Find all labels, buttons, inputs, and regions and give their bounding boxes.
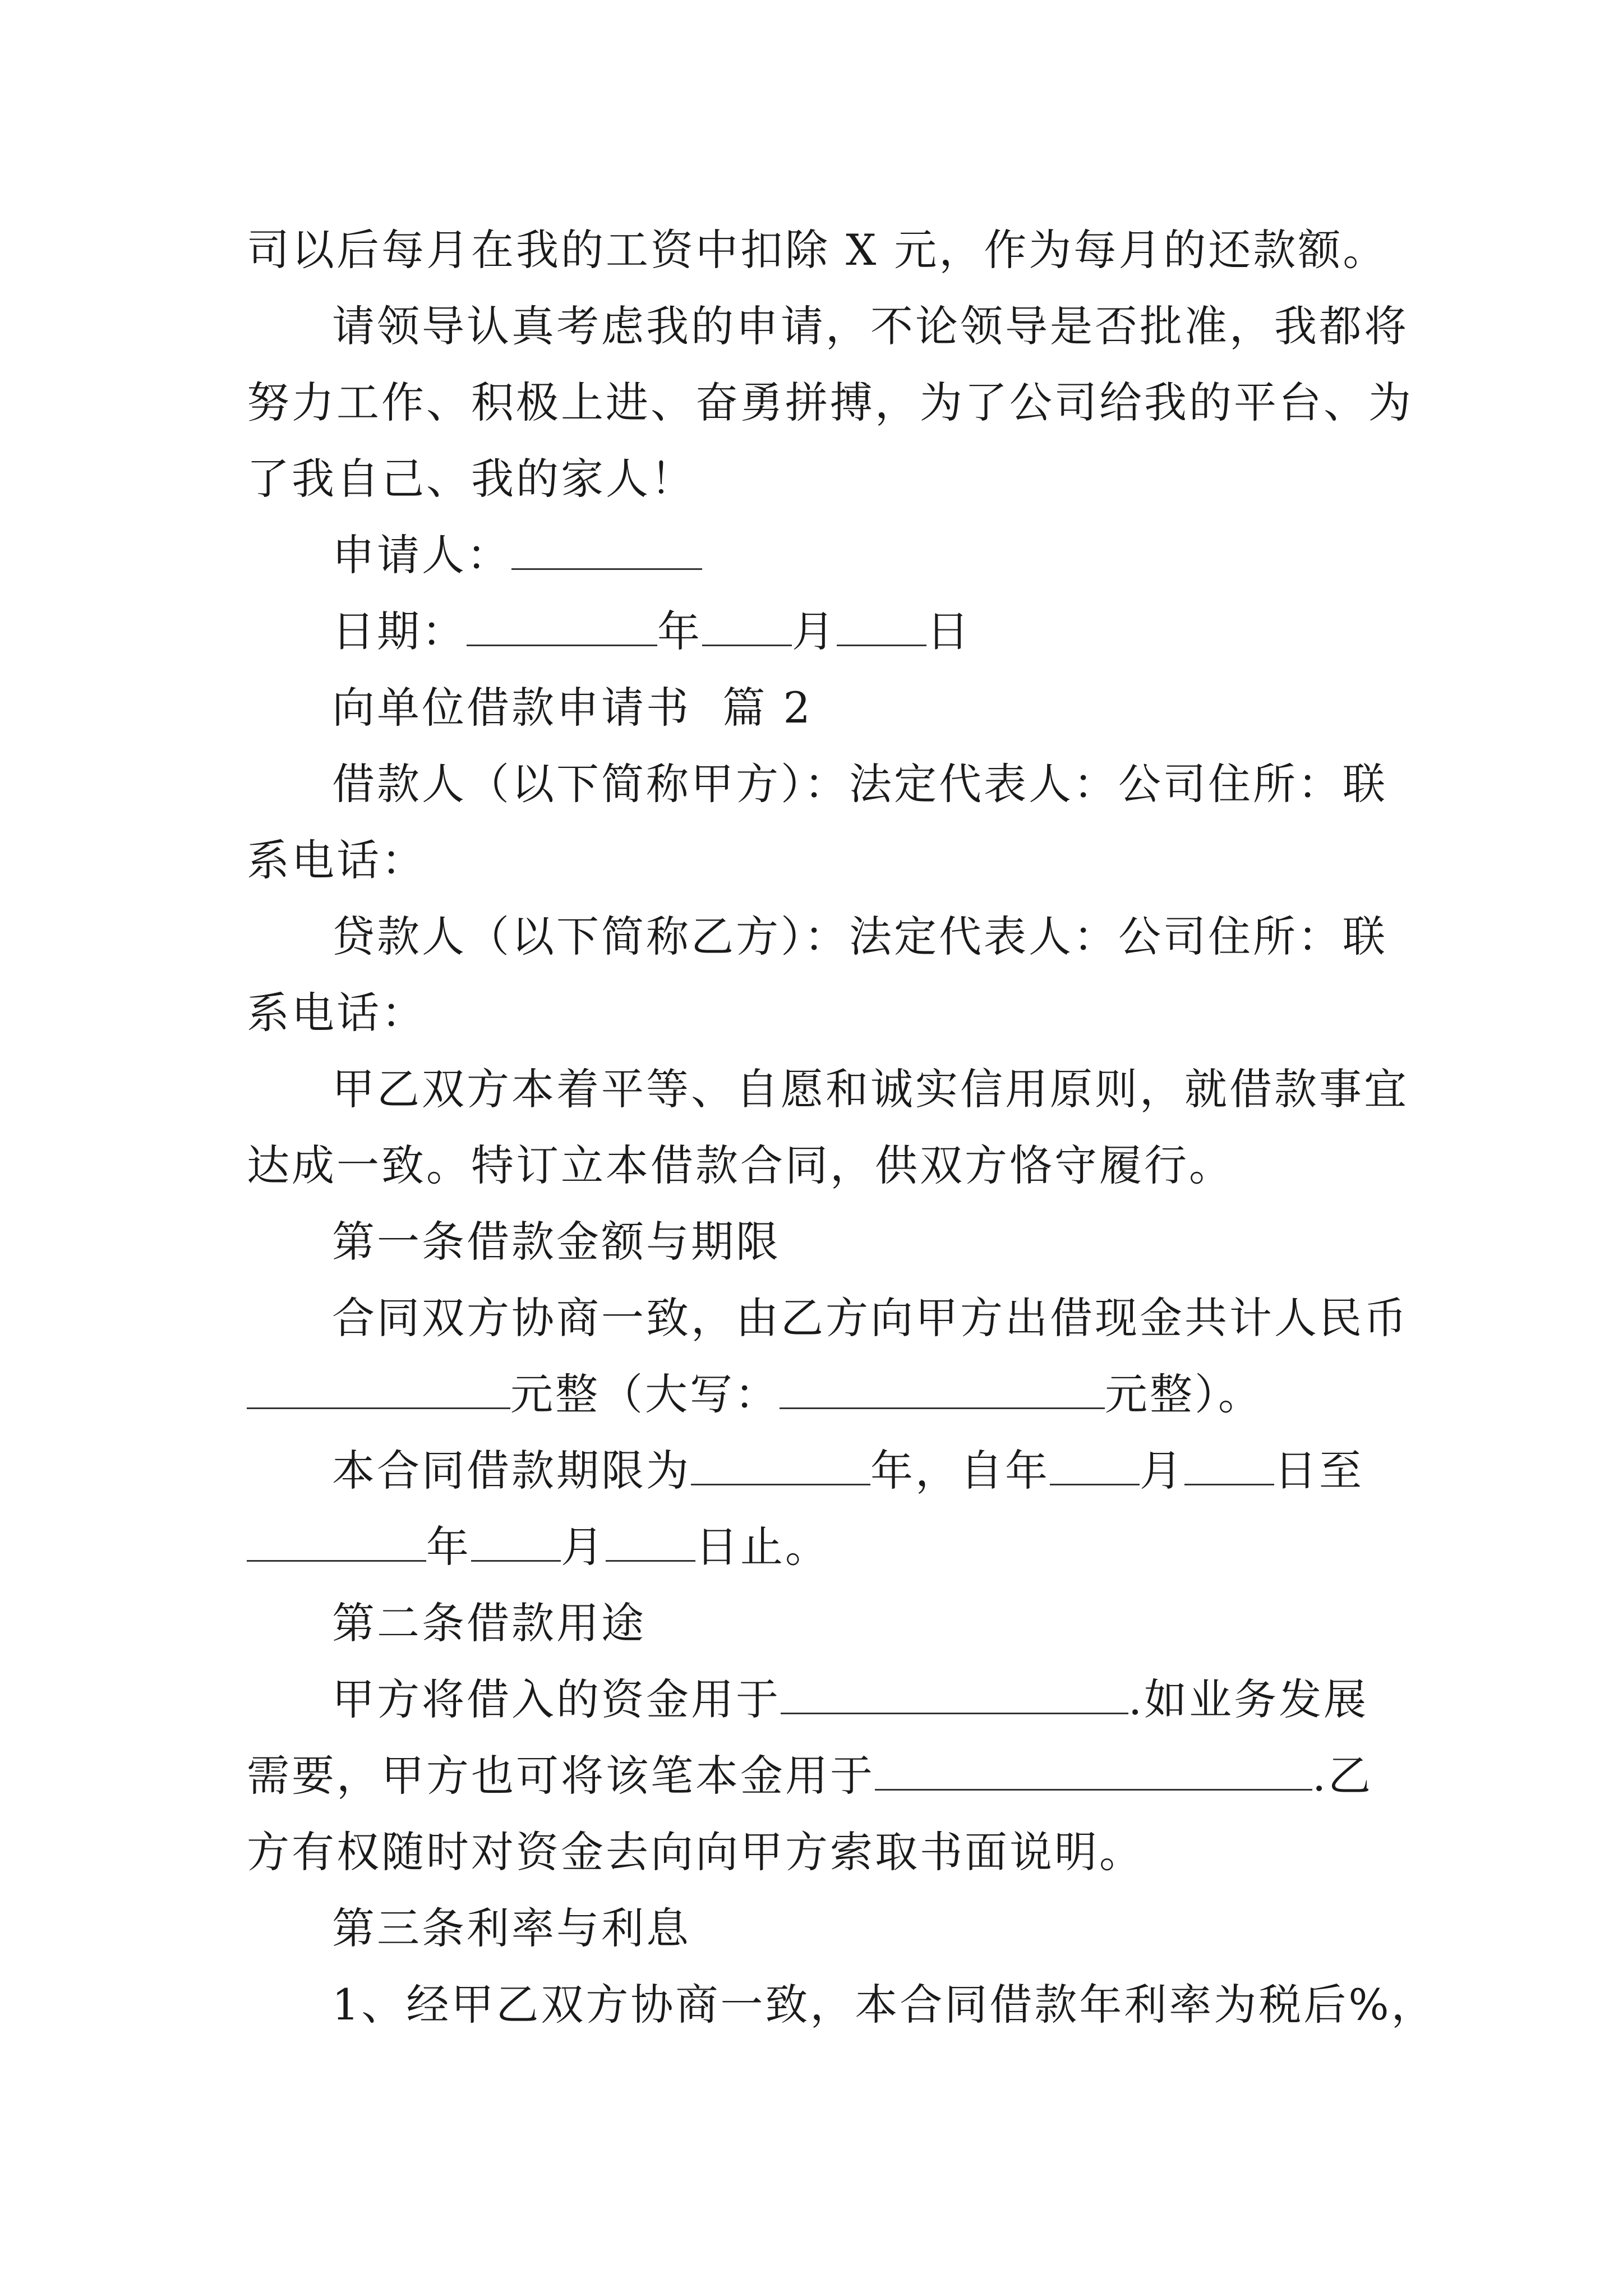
article-title: 第一条借款金额与期限	[332, 1217, 781, 1267]
to-day-blank	[606, 1524, 695, 1562]
date-line	[247, 593, 1380, 670]
paragraph-line: 系电话：	[247, 835, 426, 885]
alt-purpose-text: 需要，甲方也可将该笔本金用于	[247, 1751, 875, 1801]
article-title: 第二条借款用途	[332, 1598, 646, 1648]
applicant-blank	[511, 532, 702, 570]
to-month-text: 月	[561, 1522, 606, 1572]
term-end-line	[247, 1509, 1380, 1585]
paragraph-line: 了我自己、我的家人！	[247, 454, 695, 504]
document-body	[247, 212, 1436, 2043]
to-year-text: 年	[426, 1522, 471, 1572]
paragraph-line: 甲乙双方本着平等、自愿和诚实信用原则，就借款事宜	[332, 1064, 1409, 1114]
section-heading: 向单位借款申请书 篇 2	[332, 683, 813, 733]
paragraph-line: 系电话：	[247, 988, 426, 1038]
to-month-blank	[471, 1524, 561, 1562]
applicant-line	[247, 517, 1380, 593]
month-blank	[702, 609, 792, 646]
paragraph-line: 贷款人（以下简称乙方）：法定代表人：公司住所：联	[332, 912, 1387, 961]
term-line	[247, 1433, 1380, 1509]
amount-line	[247, 1356, 1380, 1433]
alt-purpose-line	[247, 1738, 1380, 1814]
to-day-text: 日止。	[695, 1522, 830, 1572]
article-title: 第三条利率与利息	[332, 1903, 691, 1953]
paragraph-line: 方有权随时对资金去向向甲方索取书面说明。	[247, 1827, 1144, 1877]
term-years-blank	[691, 1448, 870, 1485]
from-day-blank	[1184, 1448, 1274, 1485]
alt-purpose-blank	[875, 1753, 1312, 1791]
purpose-line	[247, 1662, 1380, 1738]
term-to-text: 日至	[1274, 1446, 1364, 1496]
to-year-blank	[247, 1524, 426, 1562]
purpose-text: 甲方将借入的资金用于	[332, 1674, 781, 1724]
term-text: 本合同借款期限为	[332, 1446, 691, 1496]
paragraph-line: 达成一致。特订立本借款合同，供双方恪守履行。	[247, 1140, 1234, 1190]
date-day-label: 日	[926, 606, 971, 656]
term-from-text: 年，自年	[870, 1446, 1050, 1496]
date-year-label: 年	[657, 606, 702, 656]
amount-text: 元整（大写：	[510, 1369, 780, 1419]
amount-blank	[247, 1372, 510, 1409]
applicant-label: 申请人：	[332, 530, 511, 580]
date-label: 日期：	[332, 606, 467, 656]
purpose-text-end: .如业务发展	[1128, 1674, 1369, 1724]
from-month-blank	[1050, 1448, 1140, 1485]
date-month-label: 月	[792, 606, 837, 656]
paragraph-line: 司以后每月在我的工资中扣除 X 元，作为每月的还款额。	[247, 225, 1388, 275]
amount-words-blank	[780, 1372, 1105, 1409]
purpose-blank	[781, 1677, 1128, 1714]
amount-text-end: 元整）。	[1105, 1369, 1263, 1419]
year-blank	[467, 609, 657, 646]
day-blank	[837, 609, 926, 646]
paragraph-line: 借款人（以下简称甲方）：法定代表人：公司住所：联	[332, 759, 1387, 809]
paragraph-line: 努力工作、积极上进、奋勇拼搏，为了公司给我的平台、为	[247, 378, 1413, 427]
term-month-text: 月	[1140, 1446, 1184, 1496]
paragraph-line: 1、经甲乙双方协商一致，本合同借款年利率为税后%，	[332, 1980, 1436, 2030]
paragraph-line: 合同双方协商一致，由乙方向甲方出借现金共计人民币	[332, 1293, 1409, 1343]
alt-purpose-text-end: .乙	[1312, 1751, 1373, 1801]
paragraph-line: 请领导认真考虑我的申请，不论领导是否批准，我都将	[332, 301, 1409, 351]
